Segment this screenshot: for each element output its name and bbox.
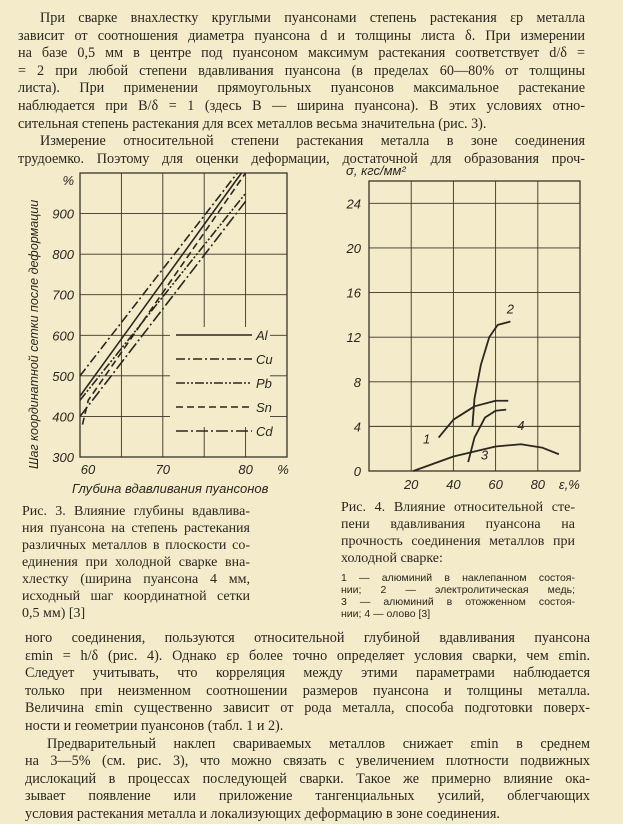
- text-line: 1 — алюминий в наклепанном состоя-: [341, 572, 575, 584]
- text-line: Измерение относительной степени растекания металла в зоне соединения: [40, 133, 585, 150]
- text-line: Рис. 3. Влияние глубины вдавлива-: [22, 504, 250, 519]
- text-line: условия растекания металла и локализующих деформацию в зоне соединения.: [25, 805, 500, 822]
- legend-label: Cu: [256, 352, 273, 367]
- legend-label: Al: [256, 328, 268, 343]
- y-tick-label: 4: [353, 419, 361, 435]
- bottom-paragraphs: [25, 630, 590, 824]
- y-unit-label: %: [62, 173, 74, 188]
- text-line: Предварительный наклеп свариваемых металлов снижает εmin в среднем: [47, 735, 590, 752]
- text-line: εmin = h/δ (рис. 4). Однако εр более точно определяет условия сварки, чем εmin.: [25, 647, 590, 664]
- x-tick-label: 80: [238, 462, 253, 477]
- y-axis-label: σ, кгс/мм²: [346, 163, 406, 178]
- text-line: ности и геометрии пуансонов (табл. 1 и 2).: [25, 717, 284, 734]
- text-line: 0,5 мм) [3]: [22, 606, 86, 621]
- y-tick-label: 8: [353, 374, 361, 390]
- x-tick-label: 40: [446, 477, 461, 492]
- x-tick-label: 70: [155, 462, 171, 477]
- text-line: единения при холодной сварке вна-: [22, 555, 250, 570]
- legend-background: [170, 327, 270, 427]
- text-line: зависит от соотношения диаметра пуансона d и толщины листа δ. При измерении: [18, 27, 585, 44]
- y-tick-label: 900: [52, 206, 74, 222]
- legend-label: Pb: [256, 376, 272, 391]
- x-axis-label: Глубина вдавливания пуансонов: [72, 481, 269, 496]
- x-unit-label: %: [277, 462, 289, 477]
- y-tick-label: 20: [346, 240, 361, 256]
- plot-frame: [369, 181, 580, 471]
- legend-label: Sn: [256, 400, 272, 415]
- top-paragraphs: [18, 10, 585, 168]
- text-line: Следует учитывать, что корреляция между этими параметрами наблюдается: [25, 665, 590, 682]
- curve-label: 3: [480, 447, 489, 463]
- text-line: сительная степень растекания для всех металлов весьма значительна (рис. 3).: [18, 115, 487, 132]
- text-line: Рис. 4. Влияние относительной сте-: [341, 500, 575, 515]
- text-line: только при неизменном соотношении размеров пуансона и толщины металла.: [25, 682, 590, 699]
- text-line: нии; 4 — олово [3]: [341, 608, 431, 620]
- y-tick-label: 800: [52, 247, 74, 263]
- x-tick-label: 60: [488, 477, 503, 492]
- text-line: на базе 0,5 мм в центре под пуансоном максимум растекания соответствует d/δ =: [18, 45, 585, 62]
- text-line: наблюдается при B/δ = 1 (здесь B — ширина пуансона). В этих условиях отно-: [18, 97, 585, 114]
- y-tick-label: 16: [346, 285, 361, 301]
- y-tick-label: 0: [353, 464, 361, 479]
- figure-4-caption: [341, 499, 575, 567]
- text-line: = 2 при любой степени вдавливания пуансона (в пределах 60—80% от толщины: [18, 62, 585, 79]
- y-tick-label: 300: [52, 450, 74, 465]
- x-tick-label: 60: [80, 462, 96, 477]
- figure-4-chart: [320, 150, 623, 495]
- y-tick-label: 500: [52, 368, 74, 384]
- y-tick-label: 700: [52, 287, 74, 303]
- text-line: хлестку (ширина пуансона 4 мм,: [22, 572, 250, 587]
- text-line: трудоемко. Поэтому для оценки деформации, достаточной для образования проч-: [18, 150, 585, 167]
- text-line: пени вдавливания пуансона на: [341, 517, 575, 532]
- text-line: прочность соединения металлов при: [341, 534, 575, 549]
- text-line: зывает появление или приложение тангенциальных усилий, облегчающих: [25, 788, 590, 805]
- y-tick-label: 400: [52, 409, 74, 425]
- x-tick-label: 20: [403, 477, 419, 492]
- figure-4-legend: [341, 572, 575, 620]
- text-line: дислокаций в процессах последующей сварки. Такое же примерно влияние ока-: [25, 770, 590, 787]
- y-tick-label: 12: [346, 330, 361, 346]
- legend-label: Cd: [256, 424, 273, 439]
- x-axis-label: ε,%: [558, 477, 580, 492]
- text-line: холодной сварке:: [341, 551, 443, 566]
- text-line: 3 — алюминий в отожженном состоя-: [341, 596, 575, 608]
- curve-label: 4: [517, 418, 525, 434]
- curve-label: 2: [506, 301, 514, 317]
- text-line: нии; 2 — электролитическая медь;: [341, 584, 575, 596]
- text-line: ного соединения, пользуются относительной глубиной вдавливания пуансона: [25, 630, 590, 646]
- text-line: Величина εmin существенно зависит от рода металла, способа подготовки поверх-: [25, 700, 590, 717]
- y-axis-label: Шаг координатной сетки после деформации: [27, 199, 41, 469]
- y-tick-label: 600: [52, 328, 74, 344]
- figure-3-chart: [0, 150, 310, 495]
- y-tick-label: 24: [346, 196, 361, 212]
- text-line: листа). При применении прямоугольных пуансонов максимальное растекание: [18, 80, 585, 97]
- curve-label: 1: [423, 431, 431, 447]
- text-line: ния пуансона на степень растекания: [22, 521, 250, 536]
- x-tick-label: 80: [530, 477, 546, 492]
- text-line: различных металлов в плоскости со-: [22, 538, 250, 553]
- text-line: При сварке внахлестку круглыми пуансонами степень растекания εр металла: [40, 10, 585, 26]
- text-line: исходный шаг координатной сетки: [22, 589, 250, 604]
- figure-3-caption: [22, 503, 250, 622]
- text-line: на 3—5% (см. рис. 3), что можно связать с увеличением плотности подвижных: [25, 753, 590, 770]
